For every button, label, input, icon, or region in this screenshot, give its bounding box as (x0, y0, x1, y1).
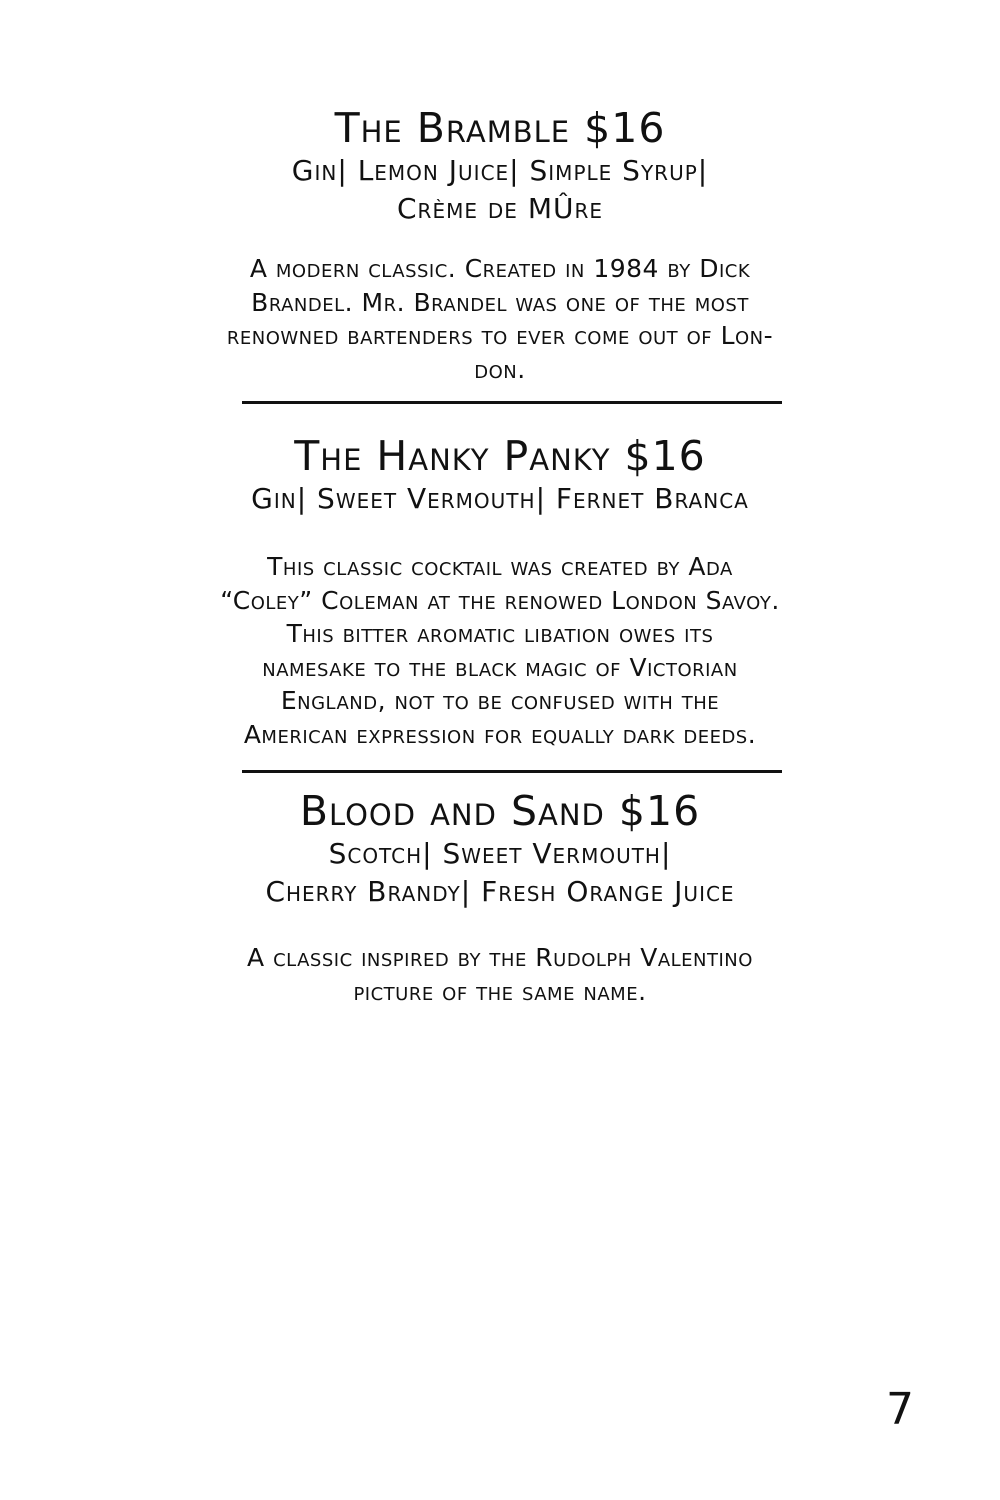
cocktail-title: The Bramble $16 (334, 104, 666, 152)
cocktail-title: Blood and Sand $16 (299, 787, 701, 835)
description-line: A modern classic. Created in 1984 by Dick (249, 254, 751, 283)
cocktail-entry-bramble (0, 104, 1000, 386)
cocktail-description (0, 941, 1000, 1008)
description-line: Brandel. Mr. Brandel was one of the most (251, 287, 749, 317)
description-line: This bitter aromatic libation owes its (286, 619, 714, 648)
cocktail-ingredients (0, 480, 1000, 518)
page-number: 7 (886, 1384, 914, 1435)
ingredients-line: Cherry Brandy| Fresh Orange Juice (265, 875, 735, 908)
cocktail-title: The Hanky Panky $16 (294, 432, 706, 480)
cocktail-entry-blood-and-sand (0, 787, 1000, 1008)
ingredients-line: Gin| Lemon Juice| Simple Syrup| (291, 154, 709, 187)
description-line: picture of the same name. (353, 976, 647, 1006)
description-line: England, not to be confused with the (280, 686, 720, 715)
cocktail-ingredients (0, 835, 1000, 911)
description-line: A classic inspired by the Rudolph Valentino (247, 943, 753, 972)
description-line: don. (474, 354, 526, 384)
divider-rule (242, 401, 782, 404)
cocktail-description (0, 550, 1000, 751)
ingredients-line: Crème de MÛre (397, 192, 603, 225)
description-line: namesake to the black magic of Victorian (262, 652, 738, 682)
description-line: “Coley” Coleman at the renowed London Savoy. (220, 585, 780, 615)
description-line: This classic cocktail was created by Ada (267, 552, 733, 581)
cocktail-description (0, 252, 1000, 386)
description-line: renowned bartenders to ever come out of Lon- (226, 321, 774, 350)
description-line: American expression for equally dark deeds. (243, 719, 757, 749)
divider-rule (242, 770, 782, 773)
cocktail-entry-hanky-panky (0, 432, 1000, 751)
cocktail-ingredients (0, 152, 1000, 228)
ingredients-line: Scotch| Sweet Vermouth| (328, 837, 672, 870)
ingredients-line: Gin| Sweet Vermouth| Fernet Branca (251, 482, 749, 515)
